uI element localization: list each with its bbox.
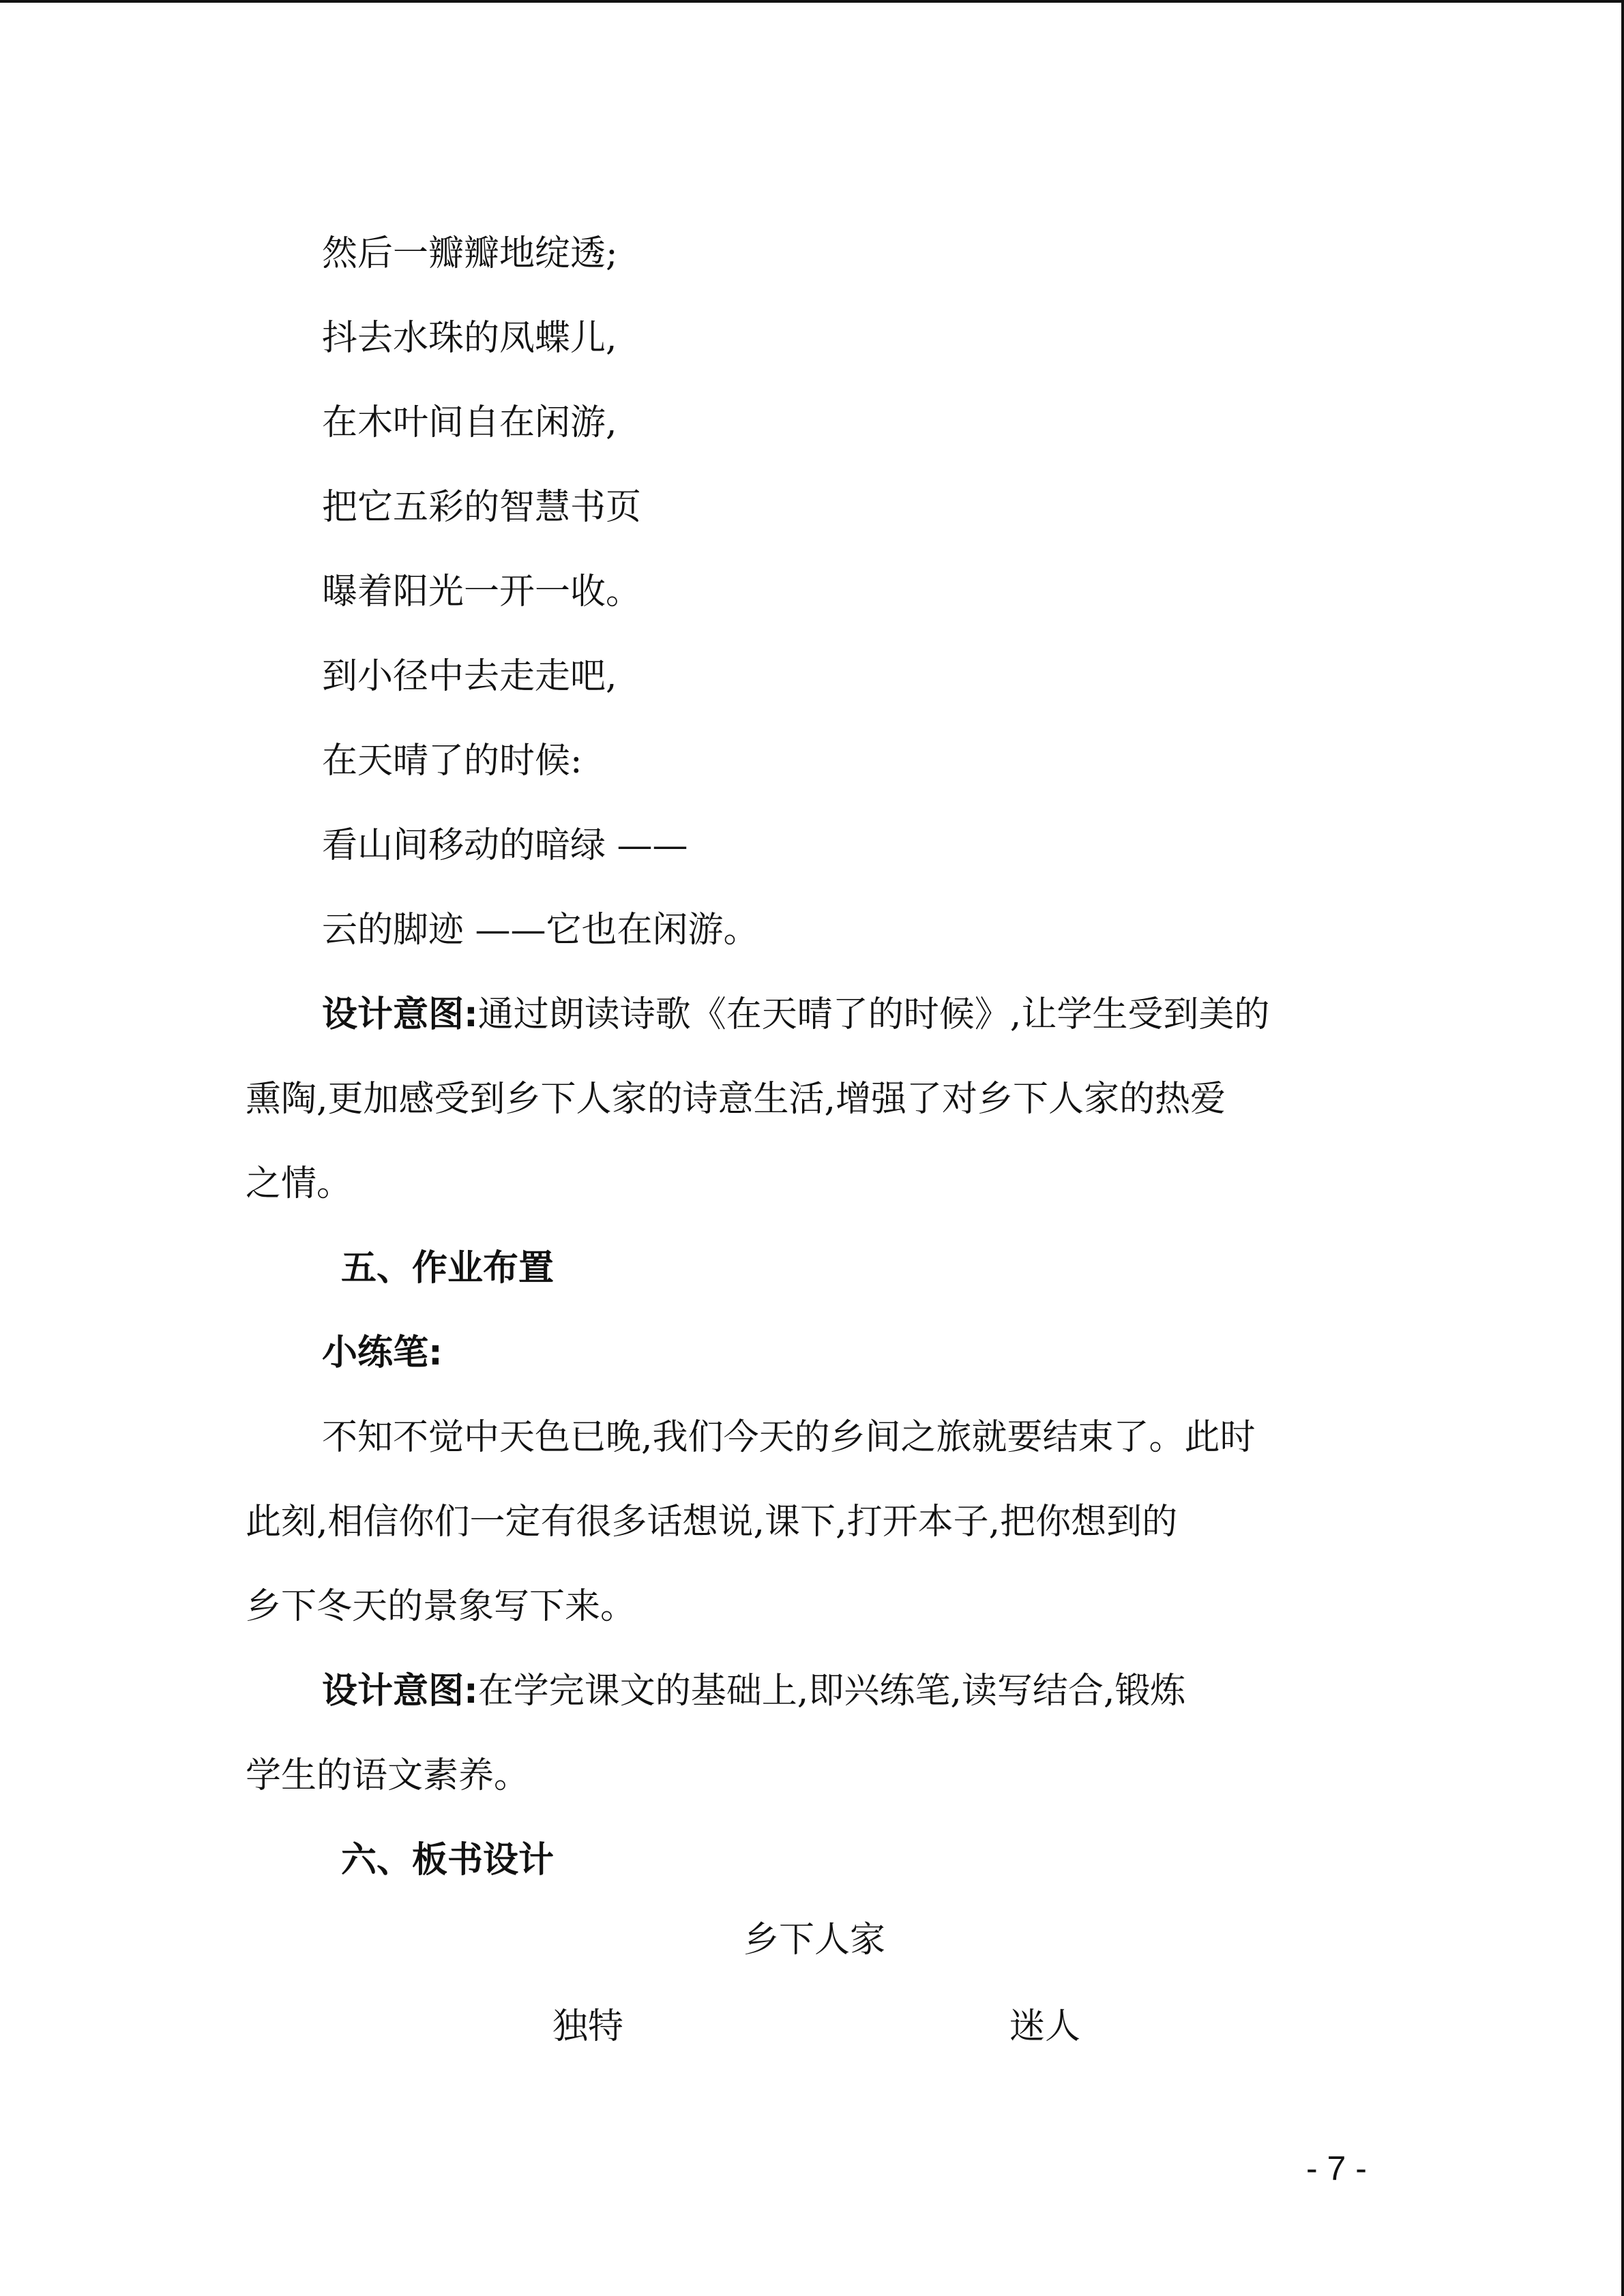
- design-intent-text: 通过朗读诗歌《在天晴了的时候》,让学生受到美的: [477, 994, 1270, 1035]
- page-top-border: [0, 0, 1624, 3]
- document-body: [246, 211, 1378, 1903]
- page-right-border: [1621, 0, 1624, 2296]
- poem-line: 到小径中去走走吧,: [322, 656, 617, 697]
- design-intent-label: 设计意图:: [322, 994, 478, 1035]
- board-title: 乡下人家: [743, 1920, 886, 1960]
- homework-text: 不知不觉中天色已晚,我们今天的乡间之旅就要结束了。此时: [322, 1417, 1256, 1458]
- design-intent-label: 设计意图:: [322, 1671, 478, 1712]
- poem-line: 抖去水珠的凤蝶儿,: [322, 318, 617, 359]
- board-item-right: 迷人: [1009, 2006, 1081, 2047]
- poem-line: 曝着阳光一开一收。: [322, 571, 642, 612]
- poem-line: 然后一瓣瓣地绽透;: [322, 233, 618, 274]
- poem-line: 看山间移动的暗绿 ——: [322, 825, 688, 866]
- poem-line: 在天晴了的时候:: [322, 741, 582, 781]
- design-intent-paragraph: [246, 972, 1378, 1226]
- poem-line: 把它五彩的智慧书页: [322, 487, 642, 528]
- subheading-writing-practice: 小练笔:: [322, 1332, 443, 1373]
- section-heading-board-design: 六、板书设计: [341, 1840, 555, 1881]
- homework-text: 乡下冬天的景象写下来。: [246, 1586, 636, 1627]
- homework-paragraph: [246, 1395, 1378, 1649]
- design-intent-text: 学生的语文素养。: [246, 1755, 530, 1796]
- design-intent-text: 熏陶,更加感受到乡下人家的诗意生活,增强了对乡下人家的热爱: [246, 1079, 1226, 1120]
- section-heading-homework: 五、作业布置: [341, 1248, 555, 1289]
- design-intent-paragraph: [246, 1649, 1378, 1818]
- homework-text: 此刻,相信你们一定有很多话想说,课下,打开本子,把你想到的: [246, 1502, 1178, 1542]
- page-number: - 7 -: [1306, 2149, 1367, 2188]
- poem-line: 云的脚迹 ——它也在闲游。: [322, 910, 759, 951]
- design-intent-text: 在学完课文的基础上,即兴练笔,读写结合,锻炼: [477, 1671, 1186, 1712]
- poem-line: 在木叶间自在闲游,: [322, 402, 617, 443]
- design-intent-text: 之情。: [246, 1163, 353, 1204]
- board-item-left: 独特: [552, 2006, 624, 2047]
